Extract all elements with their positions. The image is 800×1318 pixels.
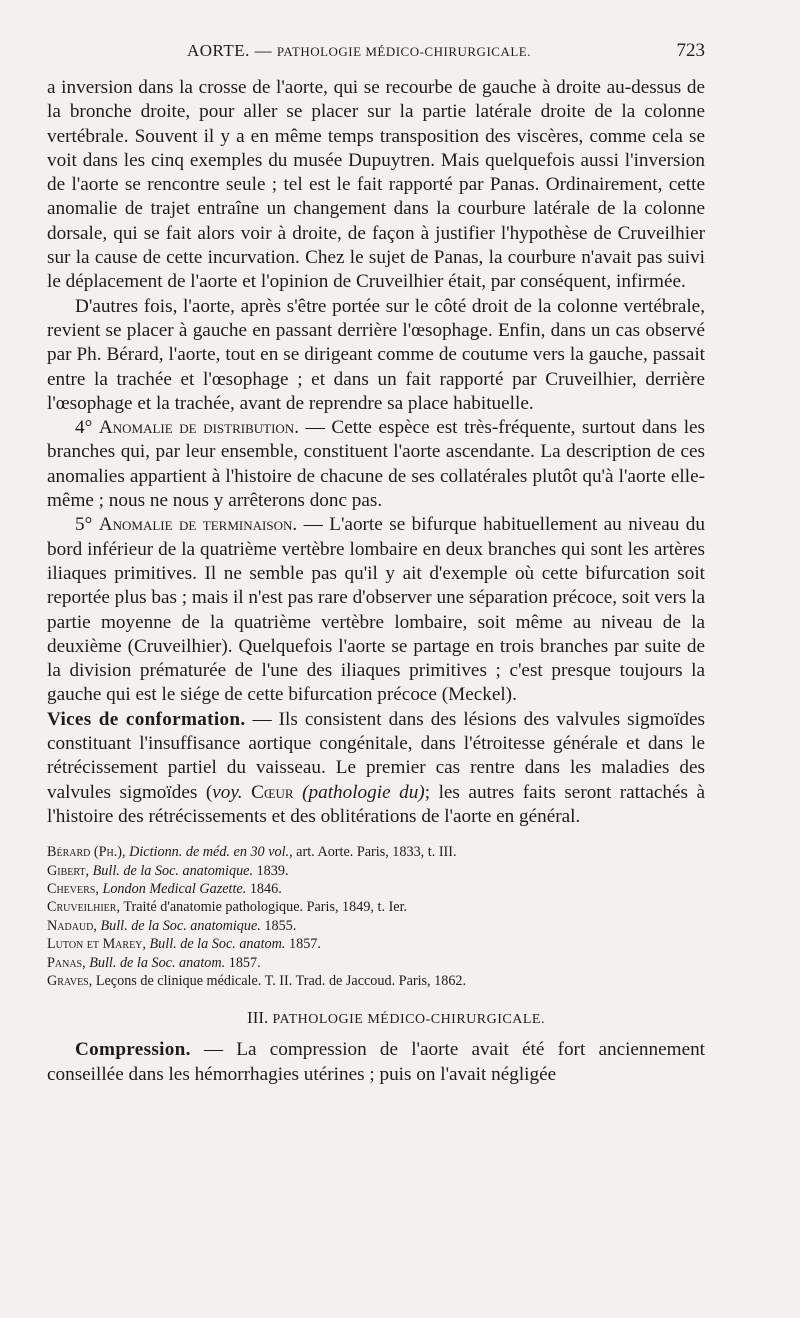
paragraph-heading: Vices de conformation. (47, 708, 246, 730)
reference-author: Gibert, (47, 862, 90, 879)
section-body (47, 1038, 705, 1087)
body-text (47, 76, 705, 829)
page-number: 723 (676, 40, 705, 61)
reference-details: 1839. (253, 862, 289, 879)
reference-title: Bull. de la Soc. anatom. (89, 954, 226, 971)
reference-details: 1857. (225, 954, 261, 971)
voy-abbrev: voy. (212, 781, 243, 803)
reference-author: Panas, (47, 954, 86, 971)
running-title-main: AORTE. (187, 41, 250, 60)
reference-title: London Medical Gazette. (102, 881, 247, 898)
reference-details: art. Aorte. Paris, 1833, t. III. (292, 844, 457, 861)
reference-entry (47, 880, 705, 898)
paragraph-autres-fois: D'autres fois, l'aorte, après s'être portée sur le côté droit de la colonne vertébrale, revient se placer à gauche en passant derrière l'œsophage. Enfin, dans un cas observé par Ph. Bérard, l'aorte, tout en se dirigeant comme de coutume vers la gauche, passait entre la trachée et l'œsophage ; et dans un fait rapporté par Cruveilhier, derrière l'œsophage et la trachée, avant de reprendre sa place habituelle. (47, 295, 705, 414)
reference-entry (47, 898, 705, 916)
reference-details: Traité d'anatomie pathologique. Paris, 1849, t. Ier. (123, 899, 408, 916)
paragraph-heading: Compression. (75, 1039, 191, 1061)
reference-title: Bull. de la Soc. anatomique. (100, 917, 261, 934)
paragraph-anomalie-distribution (47, 416, 705, 513)
running-title (187, 41, 531, 61)
running-head (47, 40, 705, 76)
paragraph-text: — Ils consistent dans des lésions des valvules sigmoïdes constituant l'insuffisance aortique congénitale, dans l'étroitesse générale et dans le rétrécissement partiel du vaisseau. Le premier cas rentre dans les maladies des valvules sigmoïdes ( (47, 708, 705, 803)
reference-entry (47, 935, 705, 953)
reference-entry (47, 972, 705, 990)
paragraph-compression (47, 1038, 705, 1087)
reference-author: Nadaud, (47, 917, 97, 934)
running-title-sub: PATHOLOGIE MÉDICO-CHIRURGICALE. (276, 44, 531, 59)
paragraph-vices-conformation (47, 708, 705, 829)
section-numeral: III. (247, 1008, 269, 1028)
paragraph-number: 4° (75, 417, 93, 439)
reference-entry (47, 862, 705, 880)
reference-author: Graves, (47, 973, 93, 990)
reference-author: Cruveilhier, (47, 899, 121, 916)
reference-author: Luton et Marey, (47, 936, 146, 953)
reference-author: Bérard (Ph.), (47, 844, 126, 861)
paragraph-anomalie-terminaison (47, 513, 705, 707)
paragraph-text-end: ; les autres faits seront rattachés à l'histoire des rétrécissements et des oblitérations de l'aorte en général. (47, 781, 706, 827)
reference-entry (47, 954, 705, 972)
reference-entry (47, 843, 705, 861)
reference-details: 1857. (285, 936, 321, 953)
reference-details: 1855. (260, 917, 297, 934)
paragraph-text: — La compression de l'aorte avait été fort anciennement conseillée dans les hémorrhagies utérines ; puis on l'avait négligée (47, 1039, 706, 1085)
reference-details: Leçons de clinique médicale. T. II. Trad. de Jaccoud. Paris, 1862. (95, 973, 467, 990)
paragraph-text: — Cette espèce est très-fréquente, surtout dans les branches qui, par leur ensemble, constituent l'aorte ascendante. La description de ces anomalies appartient à l'histoire de chacune de ses collatérales plutôt qu'à l'aorte elle-même ; nous ne nous y arrêterons donc pas. (47, 417, 706, 512)
reference-entry (47, 917, 705, 935)
reference-title: Dictionn. de méd. en 30 vol., (129, 844, 293, 861)
reference-details: 1846. (246, 881, 282, 898)
paragraph-heading: Anomalie de terminaison. (98, 514, 298, 536)
reference-title: Bull. de la Soc. anatom. (149, 936, 286, 953)
reference-title: Bull. de la Soc. anatomique. (92, 862, 254, 879)
paragraph-text: — L'aorte se bifurque habituellement au niveau du bord inférieur de la quatrième vertèbre lombaire en deux branches qui sont les artères iliaques primitives. Il ne semble pas qu'il y ait d'exemple où cette bifurcation soit reportée plus bas ; mais il n'est pas rare d'observer une séparation précoce, soit vers la partie moyenne de la quatrième vertèbre lombaire, soit même au niveau de la deuxième (Cruveilhier). Quelquefois l'aorte se partage en trois branches par suite de la division prématurée de l'une des iliaques primitives ; c'est presque toujours la gauche qui est le siége de cette bifurcation précoce (Meckel). (47, 514, 705, 706)
section-heading (47, 1008, 705, 1028)
paragraph-inversion: a inversion dans la crosse de l'aorte, qui se recourbe de gauche à droite au-dessus de la bronche droite, pour aller se placer sur la partie latérale droite de la colonne vertébrale. Souvent il y a en même temps transposition des viscères, comme cela se voit dans les cinq exemples du musée Dupuytren. Mais quelquefois aussi l'inversion de l'aorte se rencontre seule ; tel est le fait rapporté par Panas. Ordinairement, cette anomalie de trajet entraîne un changement dans la courbure latérale de la colonne dorsale, qui se fait alors voir à droite, de façon à justifier l'hypothèse de Cruveilhier sur la cause de cette incurvation. Chez le sujet de Panas, la courbure n'avait pas suivi le déplacement de l'aorte et l'opinion de Cruveilhier était, par conséquent, infirmée. (47, 77, 705, 293)
paragraph-number: 5° (75, 514, 93, 536)
cross-reference-detail: (pathologie du) (302, 781, 425, 803)
running-title-separator: — (249, 41, 277, 60)
section-title: PATHOLOGIE MÉDICO-CHIRURGICALE. (272, 1012, 545, 1028)
bibliography (47, 843, 705, 990)
reference-author: Chevers, (47, 881, 99, 898)
cross-reference: Cœur (251, 781, 294, 803)
paragraph-heading: Anomalie de distribution. (98, 417, 299, 439)
